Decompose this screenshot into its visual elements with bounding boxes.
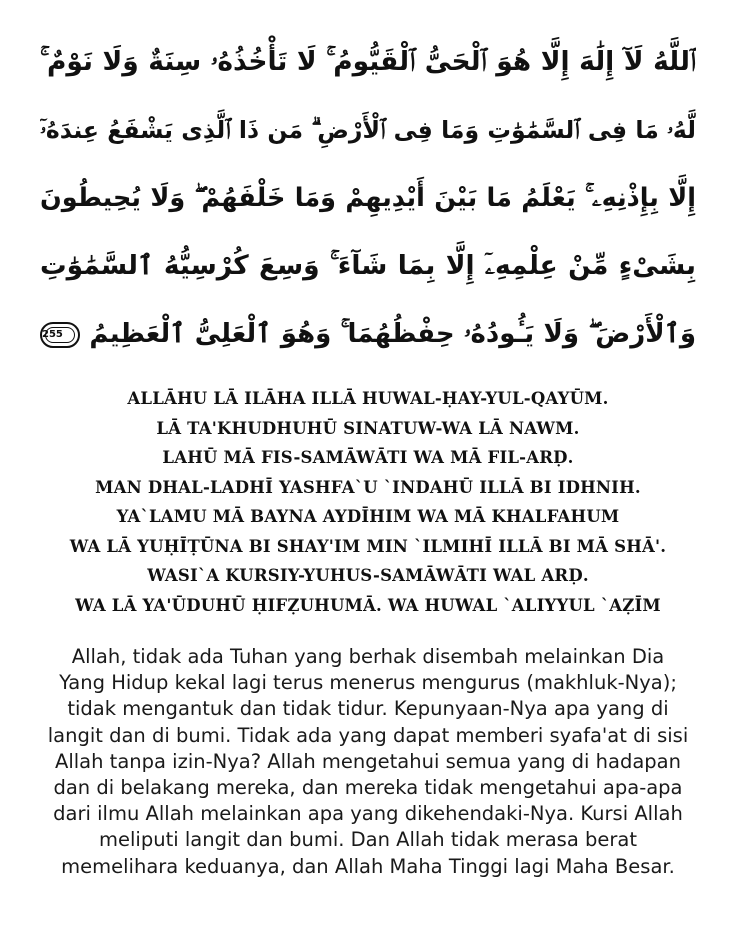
arabic-line-5: وَٱلْأَرْضَ ۖ وَلَا يَـُٔودُهُۥ حِفْظُهُمَا ۚ وَهُوَ ٱلْعَلِىُّ ٱلْعَظِيمُ xyxy=(89,319,696,349)
translation-line-7: dari ilmu Allah melainkan apa yang dikehendaki-Nya. Kursi Allah xyxy=(53,802,683,826)
translation-line-3: tidak mengantuk dan tidak tidur. Kepunyaan-Nya apa yang di xyxy=(67,697,669,721)
arabic-line-5-container xyxy=(40,300,696,368)
transliteration-line-6: WA LĀ YUḤĪṬŪNA BI SHAY'IM MIN `ILMIHĪ ILLĀ BI MĀ SHĀ'. xyxy=(69,536,667,556)
translation xyxy=(40,644,696,880)
transliteration-line-8: WA LĀ YA'ŪDUHŪ ḤIFẒUHUMĀ. WA HUWAL `ALIYYUL `AẒĪM xyxy=(75,595,661,615)
transliteration-line-5: YA`LAMU MĀ BAYNA AYDĪHIM WA MĀ KHALFAHUM xyxy=(116,507,620,526)
arabic-line-4: بِشَىْءٍ مِّنْ عِلْمِهِۦٓ إِلَّا بِمَا شَآءَ ۚ وَسِعَ كُرْسِيُّهُ ٱلسَّمَٰوَٰتِ xyxy=(40,250,696,281)
ayah-number-marker: 255 xyxy=(40,322,80,348)
translation-line-1: Allah, tidak ada Tuhan yang berhak disembah melainkan Dia xyxy=(71,645,665,668)
translation-line-6: dan di belakang mereka, dan mereka tidak mengetahui apa-apa xyxy=(53,775,683,799)
arabic-line-1: ٱللَّهُ لَآ إِلَٰهَ إِلَّا هُوَ ٱلْحَىُّ ٱلْقَيُّومُ ۚ لَا تَأْخُذُهُۥ سِنَةٌ وَلَا نَوْمٌ ۚ xyxy=(40,46,696,77)
transliteration-line-7: WASI`A KURSIY-YUHUS-SAMĀWĀTI WAL ARḌ. xyxy=(147,566,589,585)
transliteration-line-4: MAN DHAL-LADHĪ YASHFA`U `INDAHŪ ILLĀ BI IDHNIH. xyxy=(95,477,641,497)
translation-line-4: langit dan di bumi. Tidak ada yang dapat memberi syafa'at di sisi xyxy=(47,723,689,747)
translation-line-8: meliputi langit dan bumi. Dan Allah tidak merasa berat xyxy=(99,828,637,852)
translation-line-2: Yang Hidup kekal lagi terus menerus mengurus (makhluk-Nya); xyxy=(59,671,677,695)
arabic-verse xyxy=(40,28,696,368)
arabic-line-3: إِلَّا بِإِذْنِهِۦ ۚ يَعْلَمُ مَا بَيْنَ أَيْدِيهِمْ وَمَا خَلْفَهُمْ ۖ وَلَا يُحِيطُونَ xyxy=(40,183,696,213)
transliteration-line-3: LAHŪ MĀ FIS-SAMĀWĀTI WA MĀ FIL-ARḌ. xyxy=(162,448,574,467)
transliteration-line-1: ALLĀHU LĀ ILĀHA ILLĀ HUWAL-ḤAY-YUL-QAYŪM. xyxy=(127,389,609,408)
translation-line-9: memelihara keduanya, dan Allah Maha Tinggi lagi Maha Besar. xyxy=(61,854,675,878)
transliteration-line-2: LĀ TA'KHUDHUHŪ SINATUW-WA LĀ NAWM. xyxy=(156,418,580,438)
transliteration xyxy=(40,384,696,620)
arabic-line-2: لَّهُۥ مَا فِى ٱلسَّمَٰوَٰتِ وَمَا فِى ٱلْأَرْضِ ۗ مَن ذَا ٱلَّذِى يَشْفَعُ عِندَهُۥٓ xyxy=(40,116,696,144)
translation-line-5: Allah tanpa izin-Nya? Allah mengetahui semua yang di hadapan xyxy=(55,749,681,773)
